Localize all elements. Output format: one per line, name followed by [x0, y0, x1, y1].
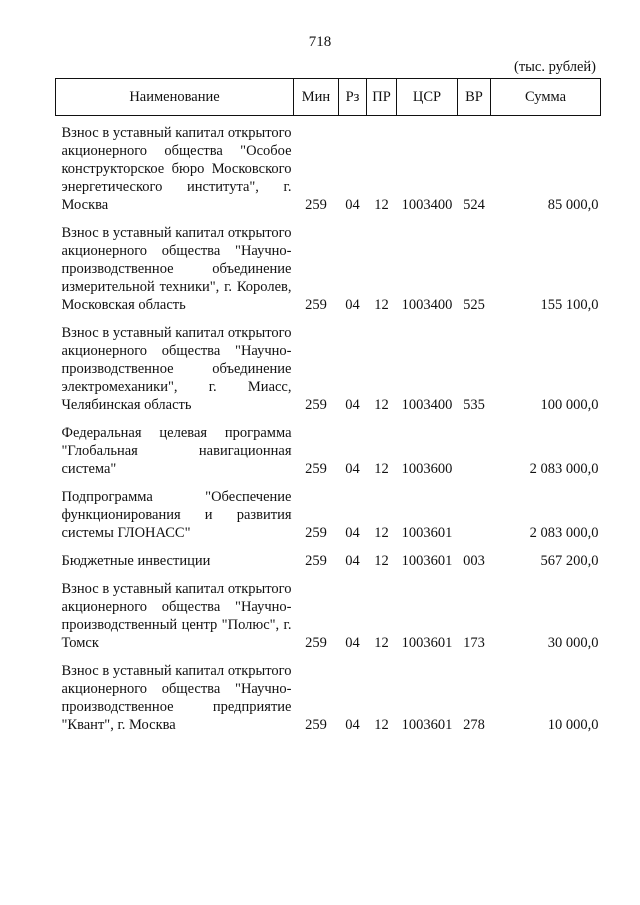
row-csr: 1003601: [401, 553, 453, 569]
row-pr: 12: [374, 553, 389, 569]
row-min: 259: [305, 197, 327, 213]
header-name: Наименование: [56, 79, 294, 116]
row-pr: 12: [374, 525, 389, 541]
row-csr: 1003400: [401, 297, 453, 313]
row-name: Взнос в уставный капитал открытого акционерного общества "Научно-производственный центр "Полюс", г. Томск: [61, 581, 292, 651]
row-sum: 30 000,0: [547, 635, 599, 651]
row-pr: 12: [374, 397, 389, 413]
row-pr: 12: [374, 461, 389, 477]
row-vr: 278: [463, 717, 485, 733]
row-name: Подпрограмма "Обеспечение функционирования и развития системы ГЛОНАСС": [61, 489, 292, 541]
header-min: Мин: [294, 79, 339, 116]
row-rz: 04: [345, 397, 360, 413]
row-vr: 535: [463, 397, 485, 413]
header-vr: ВР: [458, 79, 491, 116]
row-vr: 003: [463, 553, 485, 569]
header-rz: Рз: [339, 79, 367, 116]
table-row: [56, 314, 601, 414]
row-pr: 12: [374, 717, 389, 733]
row-rz: 04: [345, 553, 360, 569]
row-csr: 1003400: [401, 197, 453, 213]
row-vr: [458, 414, 491, 478]
row-name: Бюджетные инвестиции: [61, 553, 211, 569]
row-rz: 04: [345, 525, 360, 541]
row-vr: 524: [463, 197, 485, 213]
header-csr: ЦСР: [397, 79, 458, 116]
table-row: [56, 478, 601, 542]
row-name: Взнос в уставный капитал открытого акционерного общества "Научно-производственное объединение измерительной техники", г. Королев, Московская область: [61, 225, 292, 313]
row-csr: 1003600: [401, 461, 453, 477]
row-vr: 173: [463, 635, 485, 651]
row-min: 259: [305, 461, 327, 477]
row-csr: 1003400: [401, 397, 453, 413]
row-sum: 10 000,0: [547, 717, 599, 733]
header-pr: ПР: [367, 79, 397, 116]
row-rz: 04: [345, 461, 360, 477]
row-rz: 04: [345, 717, 360, 733]
row-name: Взнос в уставный капитал открытого акционерного общества "Особое конструкторское бюро Московского энергетического института", г. Москва: [61, 125, 292, 213]
row-name: Взнос в уставный капитал открытого акционерного общества "Научно-производственное предприятие "Квант", г. Москва: [61, 663, 292, 733]
table-row: [56, 414, 601, 478]
budget-table: [55, 78, 601, 734]
row-sum: 2 083 000,0: [529, 525, 599, 541]
table-row: [56, 570, 601, 652]
row-sum: 100 000,0: [540, 397, 599, 413]
row-min: 259: [305, 717, 327, 733]
row-pr: 12: [374, 197, 389, 213]
row-vr: [458, 478, 491, 542]
row-name: Взнос в уставный капитал открытого акционерного общества "Научно-производственное объединение электромеханики", г. Миасс, Челябинская область: [61, 325, 292, 413]
row-name: Федеральная целевая программа "Глобальная навигационная система": [61, 425, 292, 477]
row-csr: 1003601: [401, 635, 453, 651]
row-min: 259: [305, 553, 327, 569]
page-number: 718: [308, 34, 332, 50]
row-vr: 525: [463, 297, 485, 313]
row-sum: 85 000,0: [547, 197, 599, 213]
table-row: [56, 542, 601, 570]
row-sum: 567 200,0: [540, 553, 599, 569]
units-label: (тыс. рублей): [514, 59, 596, 75]
row-min: 259: [305, 525, 327, 541]
header-sum: Сумма: [491, 79, 601, 116]
row-csr: 1003601: [401, 525, 453, 541]
row-min: 259: [305, 297, 327, 313]
table-row: [56, 116, 601, 215]
row-pr: 12: [374, 297, 389, 313]
row-min: 259: [305, 635, 327, 651]
row-rz: 04: [345, 635, 360, 651]
table-header-row: [56, 79, 601, 116]
table-row: [56, 652, 601, 734]
row-sum: 2 083 000,0: [529, 461, 599, 477]
row-csr: 1003601: [401, 717, 453, 733]
table-row: [56, 214, 601, 314]
row-sum: 155 100,0: [540, 297, 599, 313]
row-min: 259: [305, 397, 327, 413]
row-rz: 04: [345, 197, 360, 213]
row-rz: 04: [345, 297, 360, 313]
row-pr: 12: [374, 635, 389, 651]
